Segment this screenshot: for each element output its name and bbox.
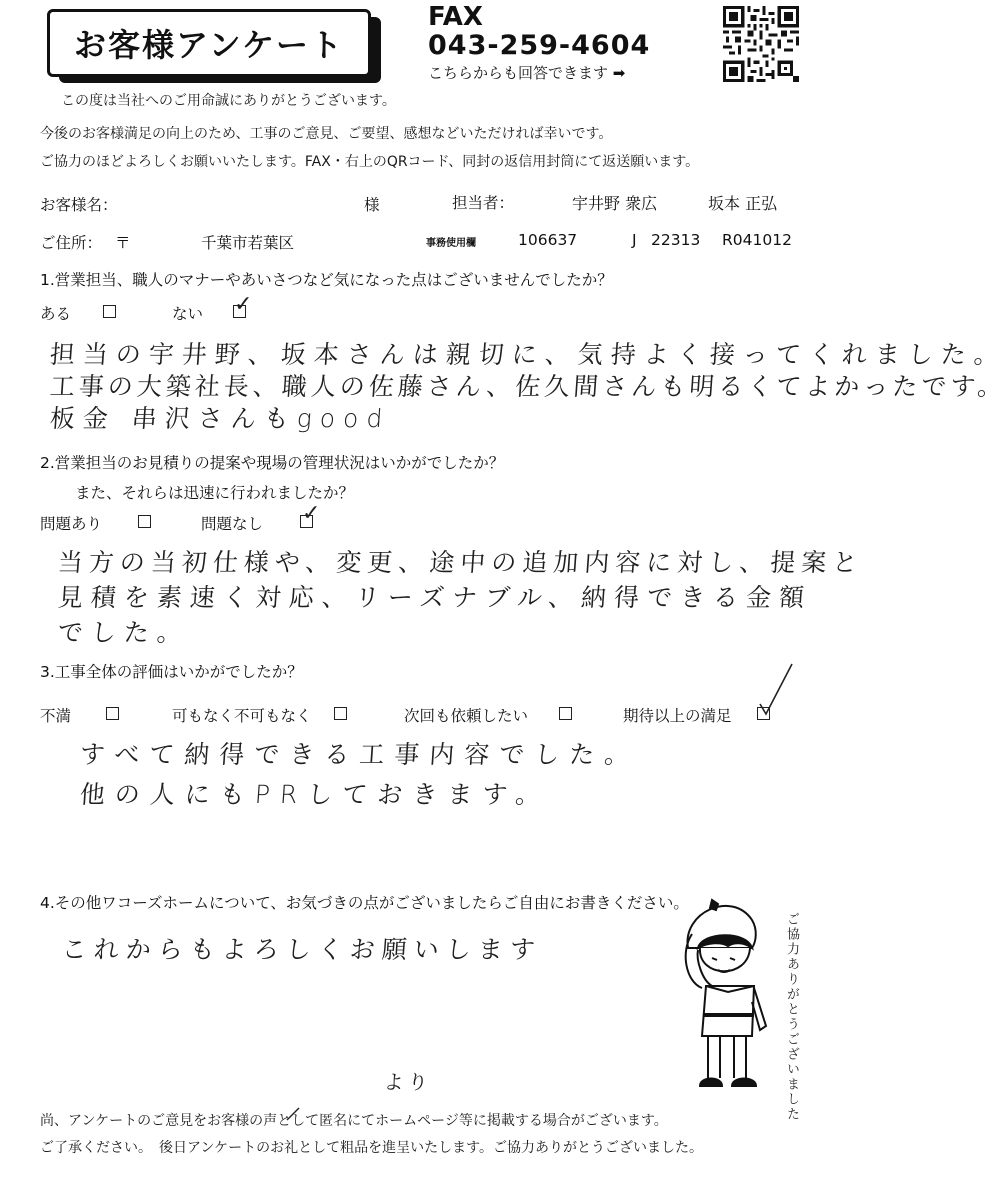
intro-line-2: 今後のお客様満足の向上のため、工事のご意見、ご要望、感想などいただければ幸いです。 xyxy=(40,126,613,142)
q3-answer-line-1: すべて納得できる工事内容でした。 xyxy=(78,740,641,769)
office-code-2: J xyxy=(632,231,637,249)
qr-code xyxy=(723,6,799,82)
office-code-3: 22313 xyxy=(651,231,701,249)
q1-question: 1.営業担当、職人のマナーやあいさつなど気になった点はございませんでしたか？ xyxy=(40,271,613,289)
address-label: ご住所： xyxy=(40,234,103,252)
q2-question-1: 2.営業担当のお見積りの提案や現場の管理状況はいかがでしたか？ xyxy=(40,454,505,472)
q3-check-mark xyxy=(756,662,796,722)
q2-check-mark: ✓ xyxy=(302,501,321,526)
q3-option-3-checkbox[interactable] xyxy=(559,707,572,720)
q2-option-1-checkbox[interactable] xyxy=(138,515,151,528)
q4-answer: これからもよろしくお願いします xyxy=(60,935,543,964)
fax-number: 043-259-4604 xyxy=(428,30,651,61)
footer-handwritten-annotation: より xyxy=(383,1070,433,1094)
mascot-caption: ご協力ありがとうございました xyxy=(784,912,799,1122)
q2-option-2-label: 問題なし xyxy=(201,515,264,533)
fax-note: こちらからも回答できます ➡ xyxy=(428,64,626,82)
office-code-4: R041012 xyxy=(722,231,792,249)
q3-option-3-label: 次回も依頼したい xyxy=(404,707,529,725)
q3-question: 3.工事全体の評価はいかがでしたか？ xyxy=(40,663,303,681)
mascot-illustration xyxy=(672,890,772,1105)
q1-answer-line-1: 担当の宇井野、坂本さんは親切に、気持よく接ってくれました。 xyxy=(48,340,1008,369)
q3-option-1-label: 不満 xyxy=(40,707,72,725)
q3-option-4-label: 期待以上の満足 xyxy=(623,707,732,725)
office-code-1: 106637 xyxy=(518,231,578,249)
customer-name-label: お客様名： xyxy=(40,196,118,214)
fax-label: FAX xyxy=(428,2,483,32)
office-use-label: 事務使用欄 xyxy=(426,238,476,249)
q1-option-1-label: ある xyxy=(40,305,72,323)
customer-honorific: 様 xyxy=(364,196,380,214)
survey-title: お客様アンケート xyxy=(47,9,371,77)
footer-line-1: 尚、アンケートのご意見をお客様の声として匿名にてホームページ等に掲載する場合がございます。 xyxy=(40,1113,668,1129)
footer-line-2: ご了承ください。 後日アンケートのお礼として粗品を進呈いたします。ご協力ありがとうございました。 xyxy=(40,1140,704,1156)
intro-line-3: ご協力のほどよろしくお願いいたします。FAX・右上のQRコード、同封の返信用封筒にて返送願います。 xyxy=(40,154,700,170)
q2-option-1-label: 問題あり xyxy=(40,515,103,533)
q1-option-1-checkbox[interactable] xyxy=(103,305,116,318)
q3-option-2-checkbox[interactable] xyxy=(334,707,347,720)
intro-line-1: この度は当社へのご用命誠にありがとうございます。 xyxy=(61,93,396,109)
q1-check-mark: ✓ xyxy=(234,292,253,317)
q3-option-2-label: 可もなく不可もなく xyxy=(172,707,312,725)
postal-mark: 〒 xyxy=(115,234,131,252)
q1-answer-line-3: 板金 串沢さんもgood xyxy=(48,404,392,433)
q2-answer-line-3: でした。 xyxy=(56,618,191,647)
staff-name-1: 宇井野 衆広 xyxy=(572,194,658,213)
q2-answer-line-2: 見積を素速く対応、リーズナブル、納得できる金額 xyxy=(56,583,814,612)
q1-option-2-label: ない xyxy=(172,305,204,323)
q2-answer-line-1: 当方の当初仕様や、変更、途中の追加内容に対し、提案と xyxy=(56,548,865,577)
q3-option-1-checkbox[interactable] xyxy=(106,707,119,720)
staff-label: 担当者： xyxy=(452,194,515,212)
customer-address: 千葉市若葉区 xyxy=(201,234,295,252)
q2-question-2: また、それらは迅速に行われましたか？ xyxy=(75,484,355,502)
q3-answer-line-2: 他の人にもPRしておきます。 xyxy=(78,780,552,809)
q4-question: 4.その他ワコーズホームについて、お気づきの点がございましたらご自由にお書きください。 xyxy=(40,894,689,912)
staff-name-2: 坂本 正弘 xyxy=(708,194,778,213)
q1-answer-line-2: 工事の大築社長、職人の佐藤さん、佐久間さんも明るくてよかったです。 xyxy=(48,372,1008,401)
